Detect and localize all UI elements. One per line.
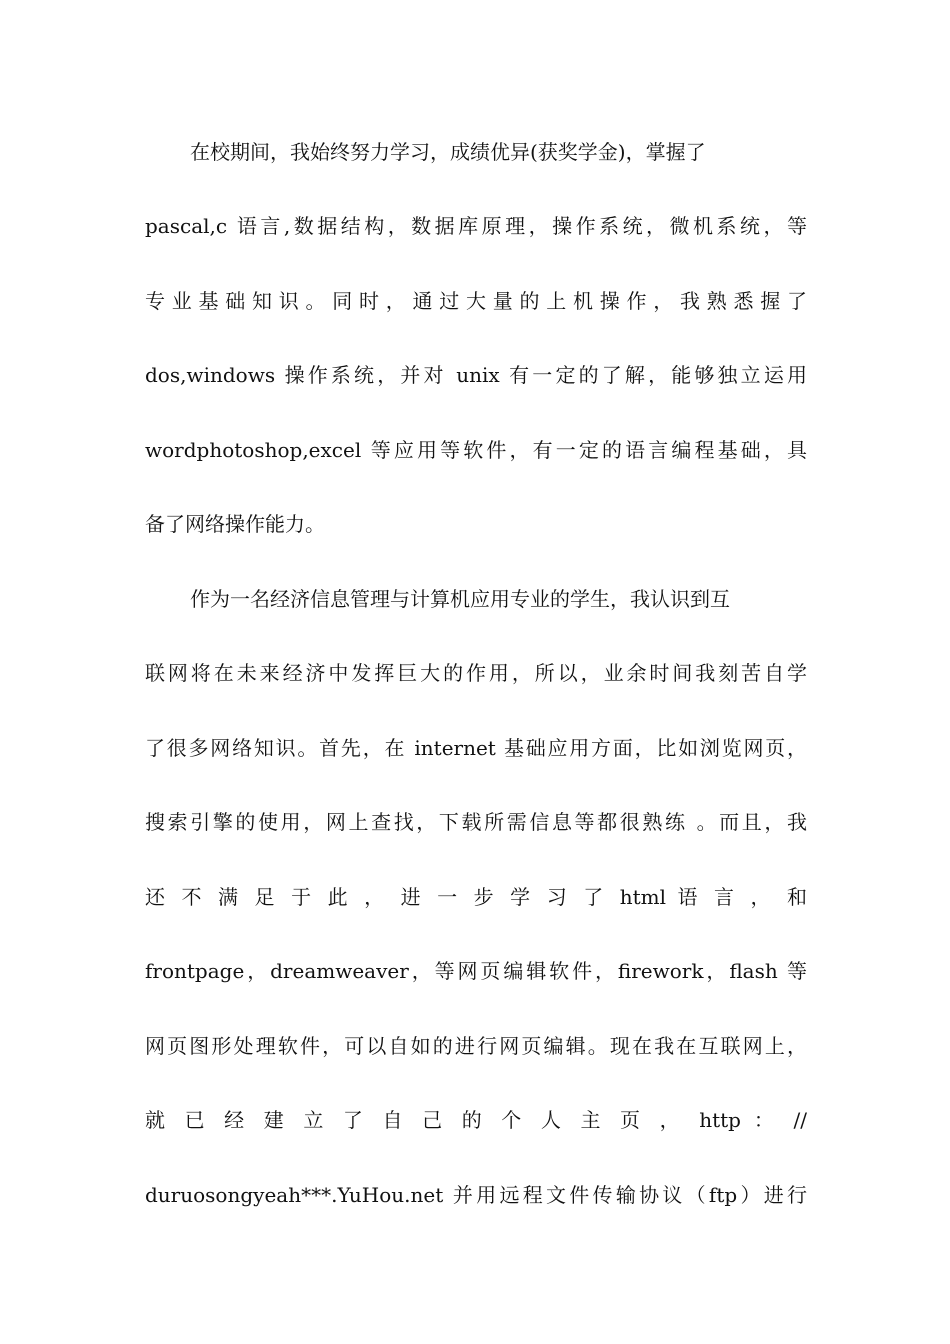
text-line: 了很多网络知识。首先，在 internet 基础应用方面，比如浏览网页， bbox=[145, 736, 807, 760]
text-line: 还 不 满 足 于 此 ， 进 一 步 学 习 了 html 语 言 ， 和 bbox=[145, 885, 807, 909]
text-line: 搜索引擎的使用，网上查找，下载所需信息等都很熟练 。而且，我 bbox=[145, 810, 807, 834]
text-line: pascal,c 语言,数据结构，数据库原理，操作系统，微机系统，等 bbox=[145, 214, 807, 238]
text-line: 在校期间，我始终努力学习，成绩优异(获奖学金)，掌握了 bbox=[190, 140, 706, 164]
text-line: 联网将在未来经济中发挥巨大的作用，所以，业余时间我刻苦自学 bbox=[145, 661, 807, 685]
text-line: frontpage，dreamweaver，等网页编辑软件，firework，flash 等 bbox=[145, 959, 807, 983]
text-line: 网页图形处理软件，可以自如的进行网页编辑。现在我在互联网上， bbox=[145, 1034, 807, 1058]
text-line: duruosongyeah***.YuHou.net 并用远程文件传输协议（ftp）进行 bbox=[145, 1183, 807, 1207]
text-line: wordphotoshop,excel 等应用等软件，有一定的语言编程基础，具 bbox=[145, 438, 807, 462]
text-line: 备了网络操作能力。 bbox=[145, 512, 325, 536]
text-line: dos,windows 操作系统，并对 unix 有一定的了解，能够独立运用 bbox=[145, 363, 807, 387]
text-line: 作为一名经济信息管理与计算机应用专业的学生，我认识到互 bbox=[190, 587, 730, 611]
text-line: 就 已 经 建 立 了 自 己 的 个 人 主 页 ， http ： // bbox=[145, 1108, 807, 1132]
text-line: 专业基础知识。同时，通过大量的上机操作，我熟悉握了 bbox=[145, 289, 807, 313]
